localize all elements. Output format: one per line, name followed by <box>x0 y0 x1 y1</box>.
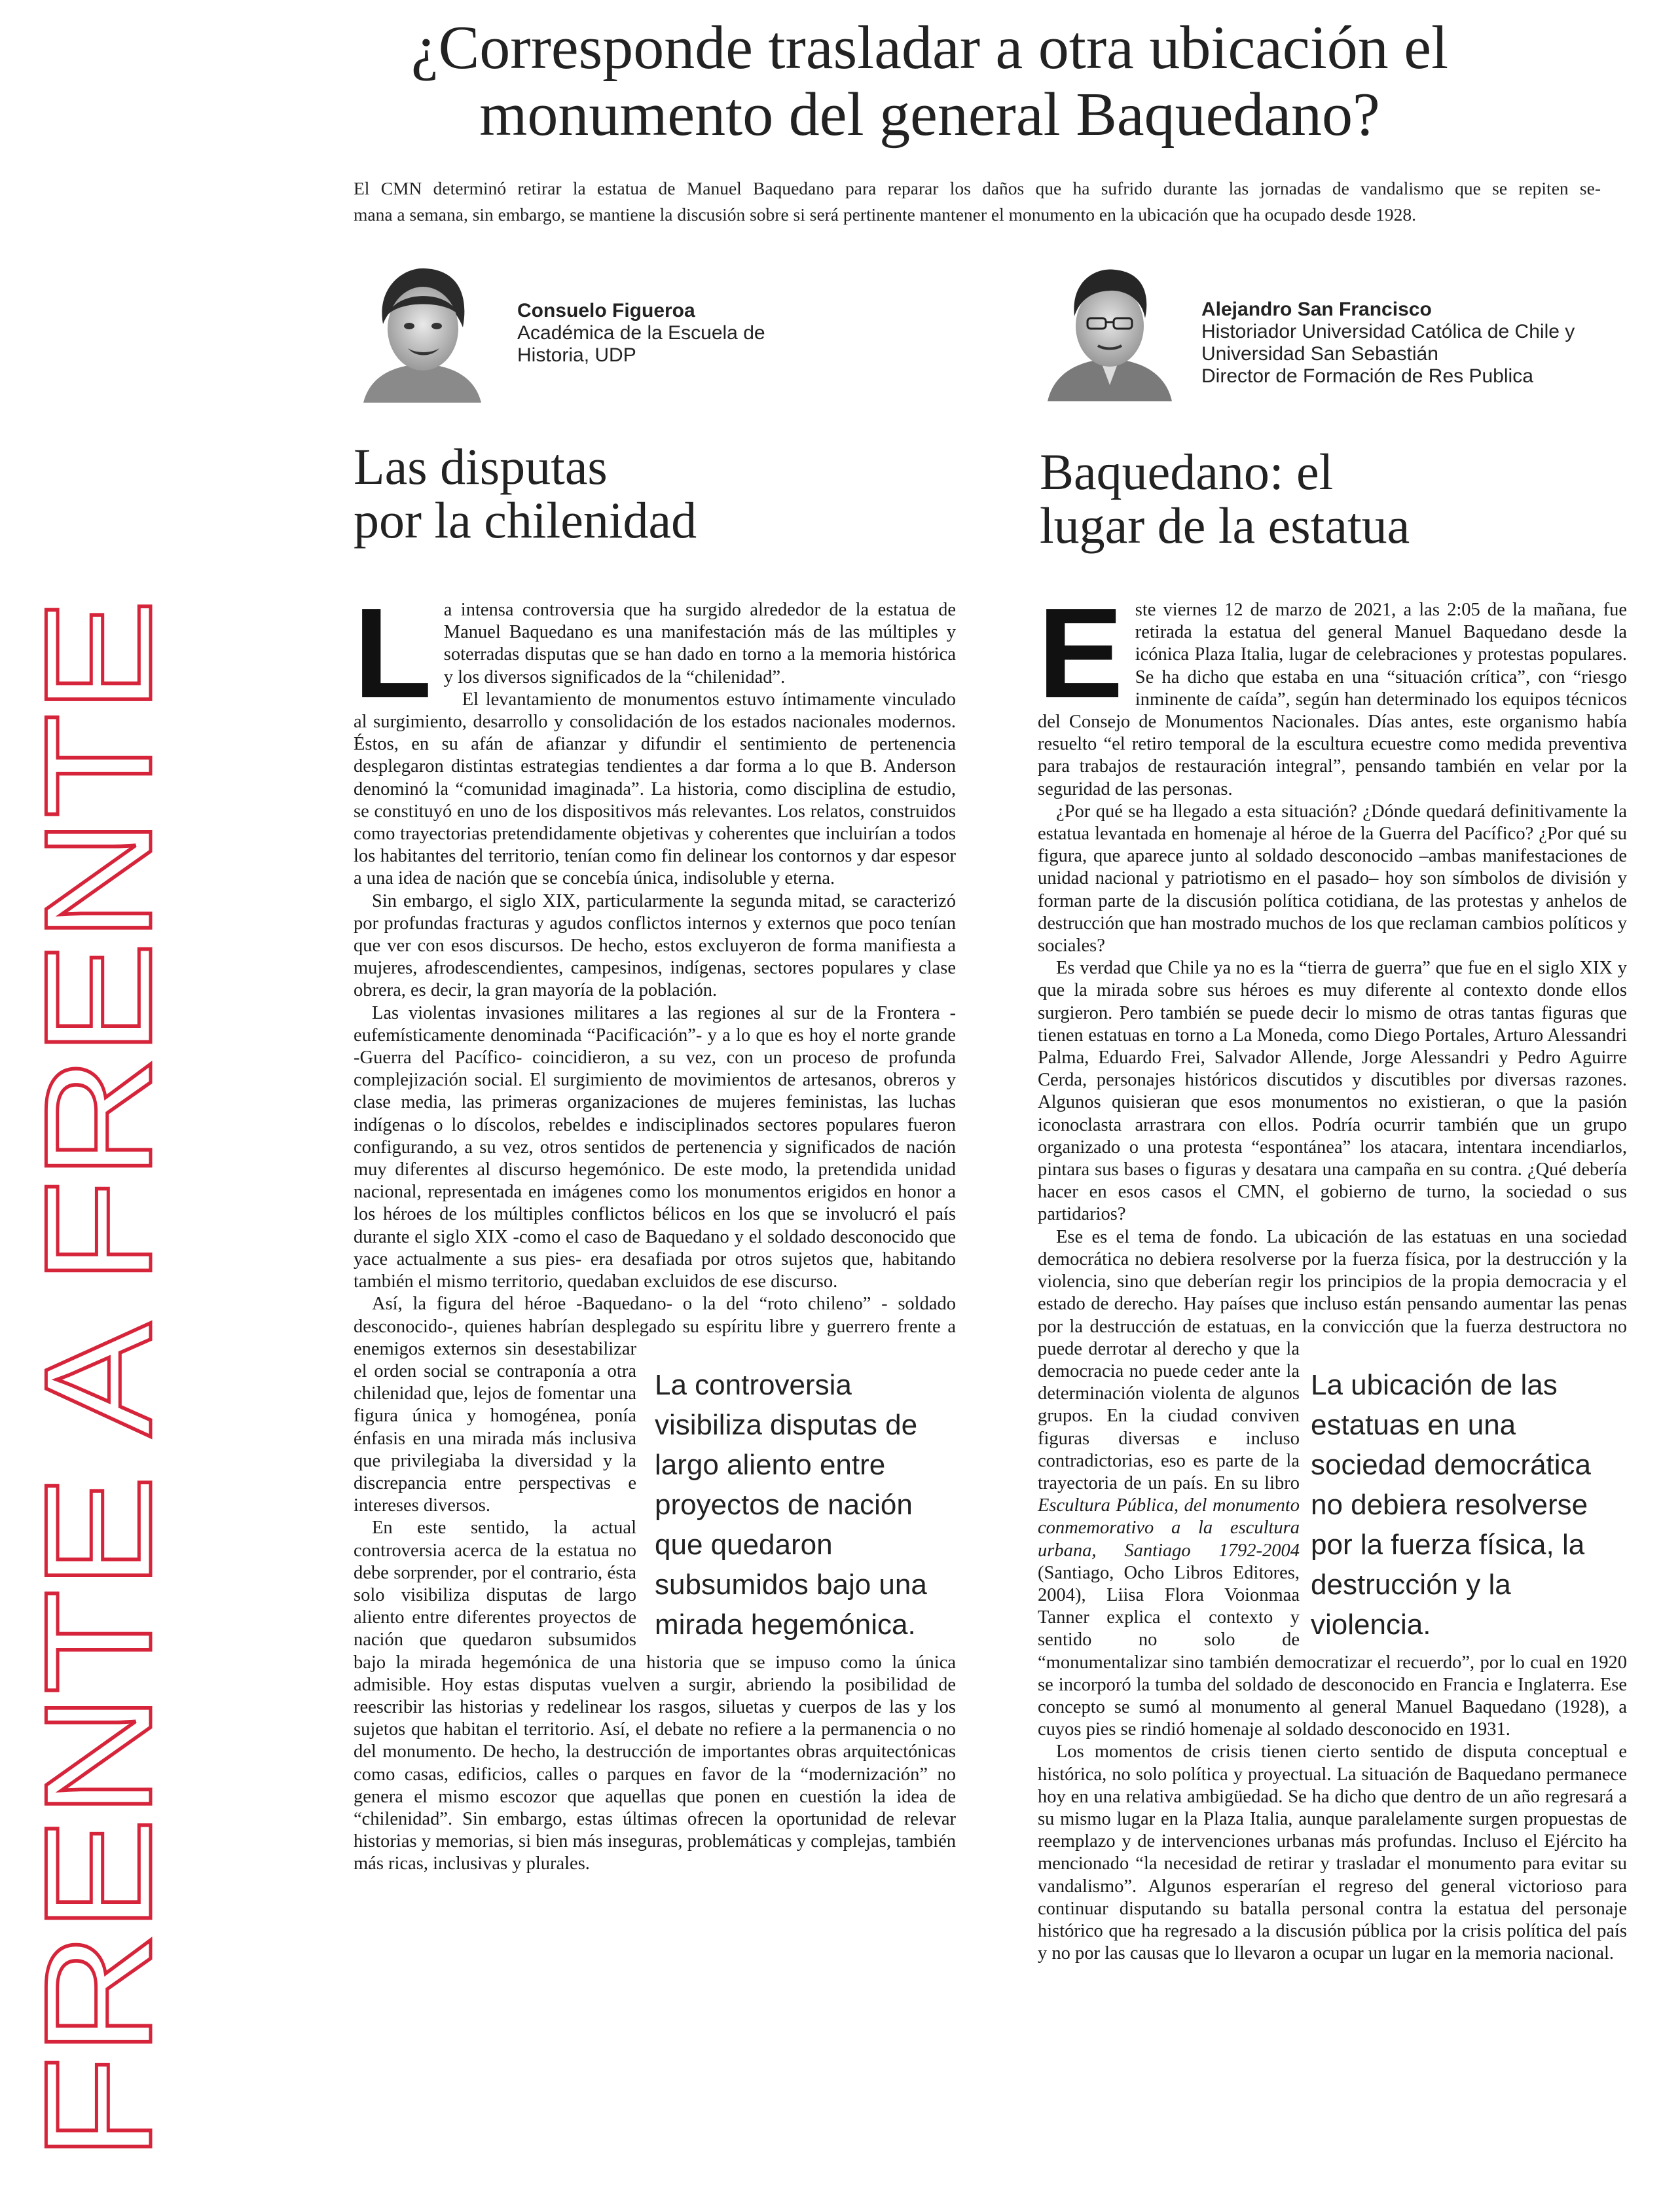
left-dropcap: L <box>354 581 432 725</box>
left-paragraph-4-text: Las violentas invasiones militares a las regiones al sur de la Frontera - eufemísticamente denominada “Pacificación”- y a lo que es hoy el norte grande -Guerra del Pacífico- coincidieron, a su vez, con un proceso de profunda complejización social. El surgimiento de movimientos de artesanos, obreros y clase media, las primeras organizaciones de mujeres feministas, las luchas indígenas o lo díscolos, rebeldes e indisciplinados sectores populares fueron configurando, a su vez, otros sentidos de pertenencia y significados de nación muy diferentes al discurso hegemónico. De este modo, la pretendida unidad nacional, representada en imágenes como los monumentos erigidos en honor a los héroes de los múltiples conflictos bélicos en los que se involucró el país durante el siglo XIX -como el caso de Baquedano y el soldado desconocido que yace actualmente a sus pies- era desafiada por otros sujetos que, habitando también el mismo territorio, quedaban excluidos de ese discurso. <box>354 1002 956 1292</box>
right-pull-quote-box: La ubicación de las estatuas en una sociedad democrática no debiera resolverse por la fuerza física, la destrucción y la violencia. <box>1311 1369 1592 1641</box>
left-pull-quote-box: La controversia visibiliza disputas de largo aliento entre proyectos de nación que quedaron subsumidos bajo una mirada hegemónica. <box>655 1369 927 1641</box>
headline-line-2: monumento del general Baquedano? <box>479 81 1380 149</box>
right-author-role-1: Historiador Universidad Católica de Chile y <box>1201 321 1575 342</box>
right-paragraph-3: Es verdad que Chile ya no es la “tierra de guerra” que fue en el siglo XIX y que la mirada sobre sus héroes es muy diferente al contexto donde ellos surgieron. Pero también se puede decir lo mismo de otras tantas figuras que tienen estatuas en torno a La Moneda, como Diego Portales, Arturo Alessandri Palma, Eduardo Frei, Salvador Allende, Jorge Alessandri y Pedro Aguirre Cerda, personajes históricos discutidos y discutibles por diversas razones. Algunos quisieran que esos monumentos no existieran, o que la pasión iconoclasta arrastrara con ellos. Podría ocurrir también que un grupo organizado o una protesta “espontánea” los atacara, intentara incendiarlos, pintara sus bases o figuras y desatara una campaña en su contra. ¿Qué debería hacer en esos casos el CMN, el gobierno de turno, la sociedad o sus partidarios? <box>1038 958 1627 1225</box>
author-portrait-man-icon <box>1044 261 1175 401</box>
left-paragraph-4 <box>354 1002 956 1294</box>
right-title-line-2: lugar de la estatua <box>1040 497 1410 554</box>
right-title-line-1: Baquedano: el <box>1040 443 1334 500</box>
left-author-info <box>517 300 765 367</box>
right-author-info <box>1201 299 1575 388</box>
left-title-line-2: por la chilenidad <box>354 492 697 549</box>
right-book-title: Escultura Pública, del monumento conmemorativo a la escultura urbana, Santiago 1792-2004 <box>1038 1495 1300 1561</box>
right-author-card <box>1044 261 1607 406</box>
left-author-role-2: Historia, UDP <box>517 344 636 366</box>
right-paragraph-1 <box>1038 581 1627 801</box>
left-title-line-1: Las disputas <box>354 438 608 495</box>
author-portrait-woman-icon <box>357 262 488 403</box>
standfirst-line-2: mana a semana, sin embargo, se mantiene la discusión sobre si será pertinente mantener el monumento en la ubicación que ha ocupado desde 1928. <box>354 204 1416 225</box>
right-paragraph-4-end: (Santiago, Ocho Libros Editores, 2004), Liisa Flora Voionmaa Tanner explica el contexto y sentido no solo de “monumentalizar sino también democratizar el recuerdo”, por lo cual en 1920 se incorporó la tumba del soldado de desconocido en Francia e Inglaterra. Ese concepto se sumó al monumento al general Manuel Baquedano (1928), a cuyos pies se rindió homenaje al soldado desconocido en 1931. <box>1038 1562 1627 1740</box>
left-author-role-1: Académica de la Escuela de <box>517 322 765 344</box>
left-paragraph-6: En este sentido, la actual controversia acerca de la estatua no debe sorprender, por el contrario, ésta solo visibiliza disputas de largo aliento entre diferentes proyectos de nación que quedaron subsumidos bajo la mirada hegemónica de una historia que se impuso como la única admisible. Hoy estas disputas vuelven a surgir, abriendo la posibilidad de reescribir las historias y redelinear los rasgos, siluetas y cuerpos de las y los sujetos que habitan el territorio. Así, el debate no refiere a la permanencia o no del monumento. De hecho, la destrucción de importantes obras arquitectónicas como casas, edificios, calles o parques en favor de la “modernización” no genera el mismo escozor que aquellas que ponen en cuestión la idea de “chilenidad”. Sin embargo, estas últimas ofrecen la oportunidad de relevar historias y memorias, si bien más inseguras, problemáticas y complejas, también más ricas, inclusivas y plurales. <box>354 1518 956 1874</box>
standfirst-line-1: El CMN determinó retirar la estatua de Manuel Baquedano para reparar los daños que ha sufrido durante las jornadas de vandalismo que se repiten se- <box>354 178 1601 198</box>
right-article-body <box>1038 581 1627 1965</box>
headline <box>354 14 1506 148</box>
right-dropcap: E <box>1038 581 1123 725</box>
right-author-role-2: Universidad San Sebastián <box>1201 343 1438 365</box>
right-paragraph-4-text: Ese es el tema de fondo. La ubicación de las estatuas en una sociedad democrática no debiera resolverse por la fuerza física, por la destrucción y la violencia, sino que deberían regir los principios de la propia democracia y el estado de derecho. Hay países que incluso están pensando aumentar las penas por la destrucción de estatuas, en la convicción que la fuerza destructora no puede derrotar al derecho y que la democracia no puede ceder ante la determinación violenta de algunos grupos. En la ciudad conviven figuras diversas e incluso contradictorias, eso es parte de la trayectoria de un país. En su libro <box>1038 1226 1627 1493</box>
left-article-body <box>354 581 956 1876</box>
left-author-photo <box>357 262 488 403</box>
right-paragraph-2: ¿Por qué se ha llegado a esta situación? ¿Dónde quedará definitivamente la estatua levantada en homenaje al héroe de la Guerra del Pacífico? ¿Por qué su figura, que aparece junto al soldado desconocido –ambas manifestaciones de unidad nacional y patriotismo en el pasado– hoy son símbolos de división y forman parte de la discusión política cotidiana, de las protestas y anhelos de destrucción que han mostrado muchos de los que reclaman cambios políticos y sociales? <box>1038 801 1627 957</box>
left-author-card <box>357 262 828 406</box>
right-paragraph-5: Los momentos de crisis tienen cierto sentido de disputa conceptual e histórica, no solo política y proyectual. La situación de Baquedano permanece hoy en una relativa ambigüedad. Se ha dicho que dentro de un año regresará a su mismo lugar en la Plaza Italia, aunque paralelamente surgen propuestas de reemplazo y de intervenciones urbanas más profundas. Incluso el Ejército ha mencionado “la necesidad de retirar y trasladar el monumento para evitar su vandalismo”. Algunos esperarían el regreso del general victorioso para continuar disputando su batalla personal contra la estatua del personaje histórico que ha regresado a la discusión pública por la crisis política del país y no por las causas que lo llevaron a ocupar un lugar en la memoria nacional. <box>1038 1742 1627 1964</box>
right-article-title <box>1040 445 1603 553</box>
left-author-name: Consuelo Figueroa <box>517 300 695 321</box>
left-paragraph-2: El levantamiento de monumentos estuvo íntimamente vinculado al surgimiento, desarrollo y consolidación de los estados nacionales modernos. Éstos, en su afán de afianzar y difundir el sentimiento de pertenencia desplegaron distintas estrategias tendientes a dar forma a lo que B. Anderson denominó la “comunidad imaginada”. La historia, como disciplina de estudio, se constituyó en uno de los dispositivos más relevantes. Los relatos, construidos como trayectorias pretendidamente objetivas y coherentes que incluirían a todos los habitantes del territorio, tenían como fin delinear los contornos y dar espesor a una idea de nación que se concebía única, indisoluble y eterna. <box>354 689 956 889</box>
left-paragraph-1 <box>354 581 956 725</box>
section-label <box>14 593 185 2164</box>
right-paragraph-1-text: ste viernes 12 de marzo de 2021, a las 2:05 de la mañana, fue retirada la estatua del general Manuel Baquedano desde la icónica Plaza Italia, lugar de celebraciones y protestas populares. Se ha dicho que estaba en una “situación crítica”, con “riesgo inminente de caída”, según han determinado los equipos técnicos del Consejo de Monumentos Nacionales. Días antes, este organismo había resuelto “el retiro temporal de la escultura ecuestre como medida preventiva para trabajos de restauración integral”, pensando también en velar por la seguridad de las personas. <box>1038 600 1627 799</box>
right-author-name: Alejandro San Francisco <box>1201 299 1432 320</box>
left-paragraph-3: Sin embargo, el siglo XIX, particularmente la segunda mitad, se caracterizó por profundas fracturas y agudos conflictos internos y externos que poco tenían que ver con esos discursos. De hecho, estos excluyeron de forma manifiesta a mujeres, afrodescendientes, campesinos, indígenas, sectores populares y clase obrera, es decir, la gran mayoría de la población. <box>354 890 956 1001</box>
right-author-photo <box>1044 261 1175 401</box>
section-label-text: FRENTE A FRENTE <box>14 776 183 2161</box>
left-paragraph-5: Así, la figura del héroe -Baquedano- o la del “roto chileno” - soldado desconocido-, quienes habrían desplegado su espíritu libre y guerrero frente a enemigos externos sin desestabilizar el orden social se contraponía a otra chilenidad que, lejos de fomentar una figura única y homogénea, ponía énfasis en una mirada más inclusiva que privilegiaba la diversidad y la discrepancia entre perspectivas e intereses diversos. <box>354 1293 956 1517</box>
left-article-title <box>354 440 877 547</box>
headline-line-1: ¿Corresponde trasladar a otra ubicación el <box>411 14 1449 82</box>
right-author-role-3: Director de Formación de Res Publica <box>1201 365 1533 387</box>
left-paragraph-1-text: a intensa controversia que ha surgido alrededor de la estatua de Manuel Baquedano es una manifestación más de las múltiples y soterradas disputas que se han dado en torno a la memoria histórica y los diversos significados de la “chilenidad”. <box>443 600 956 687</box>
